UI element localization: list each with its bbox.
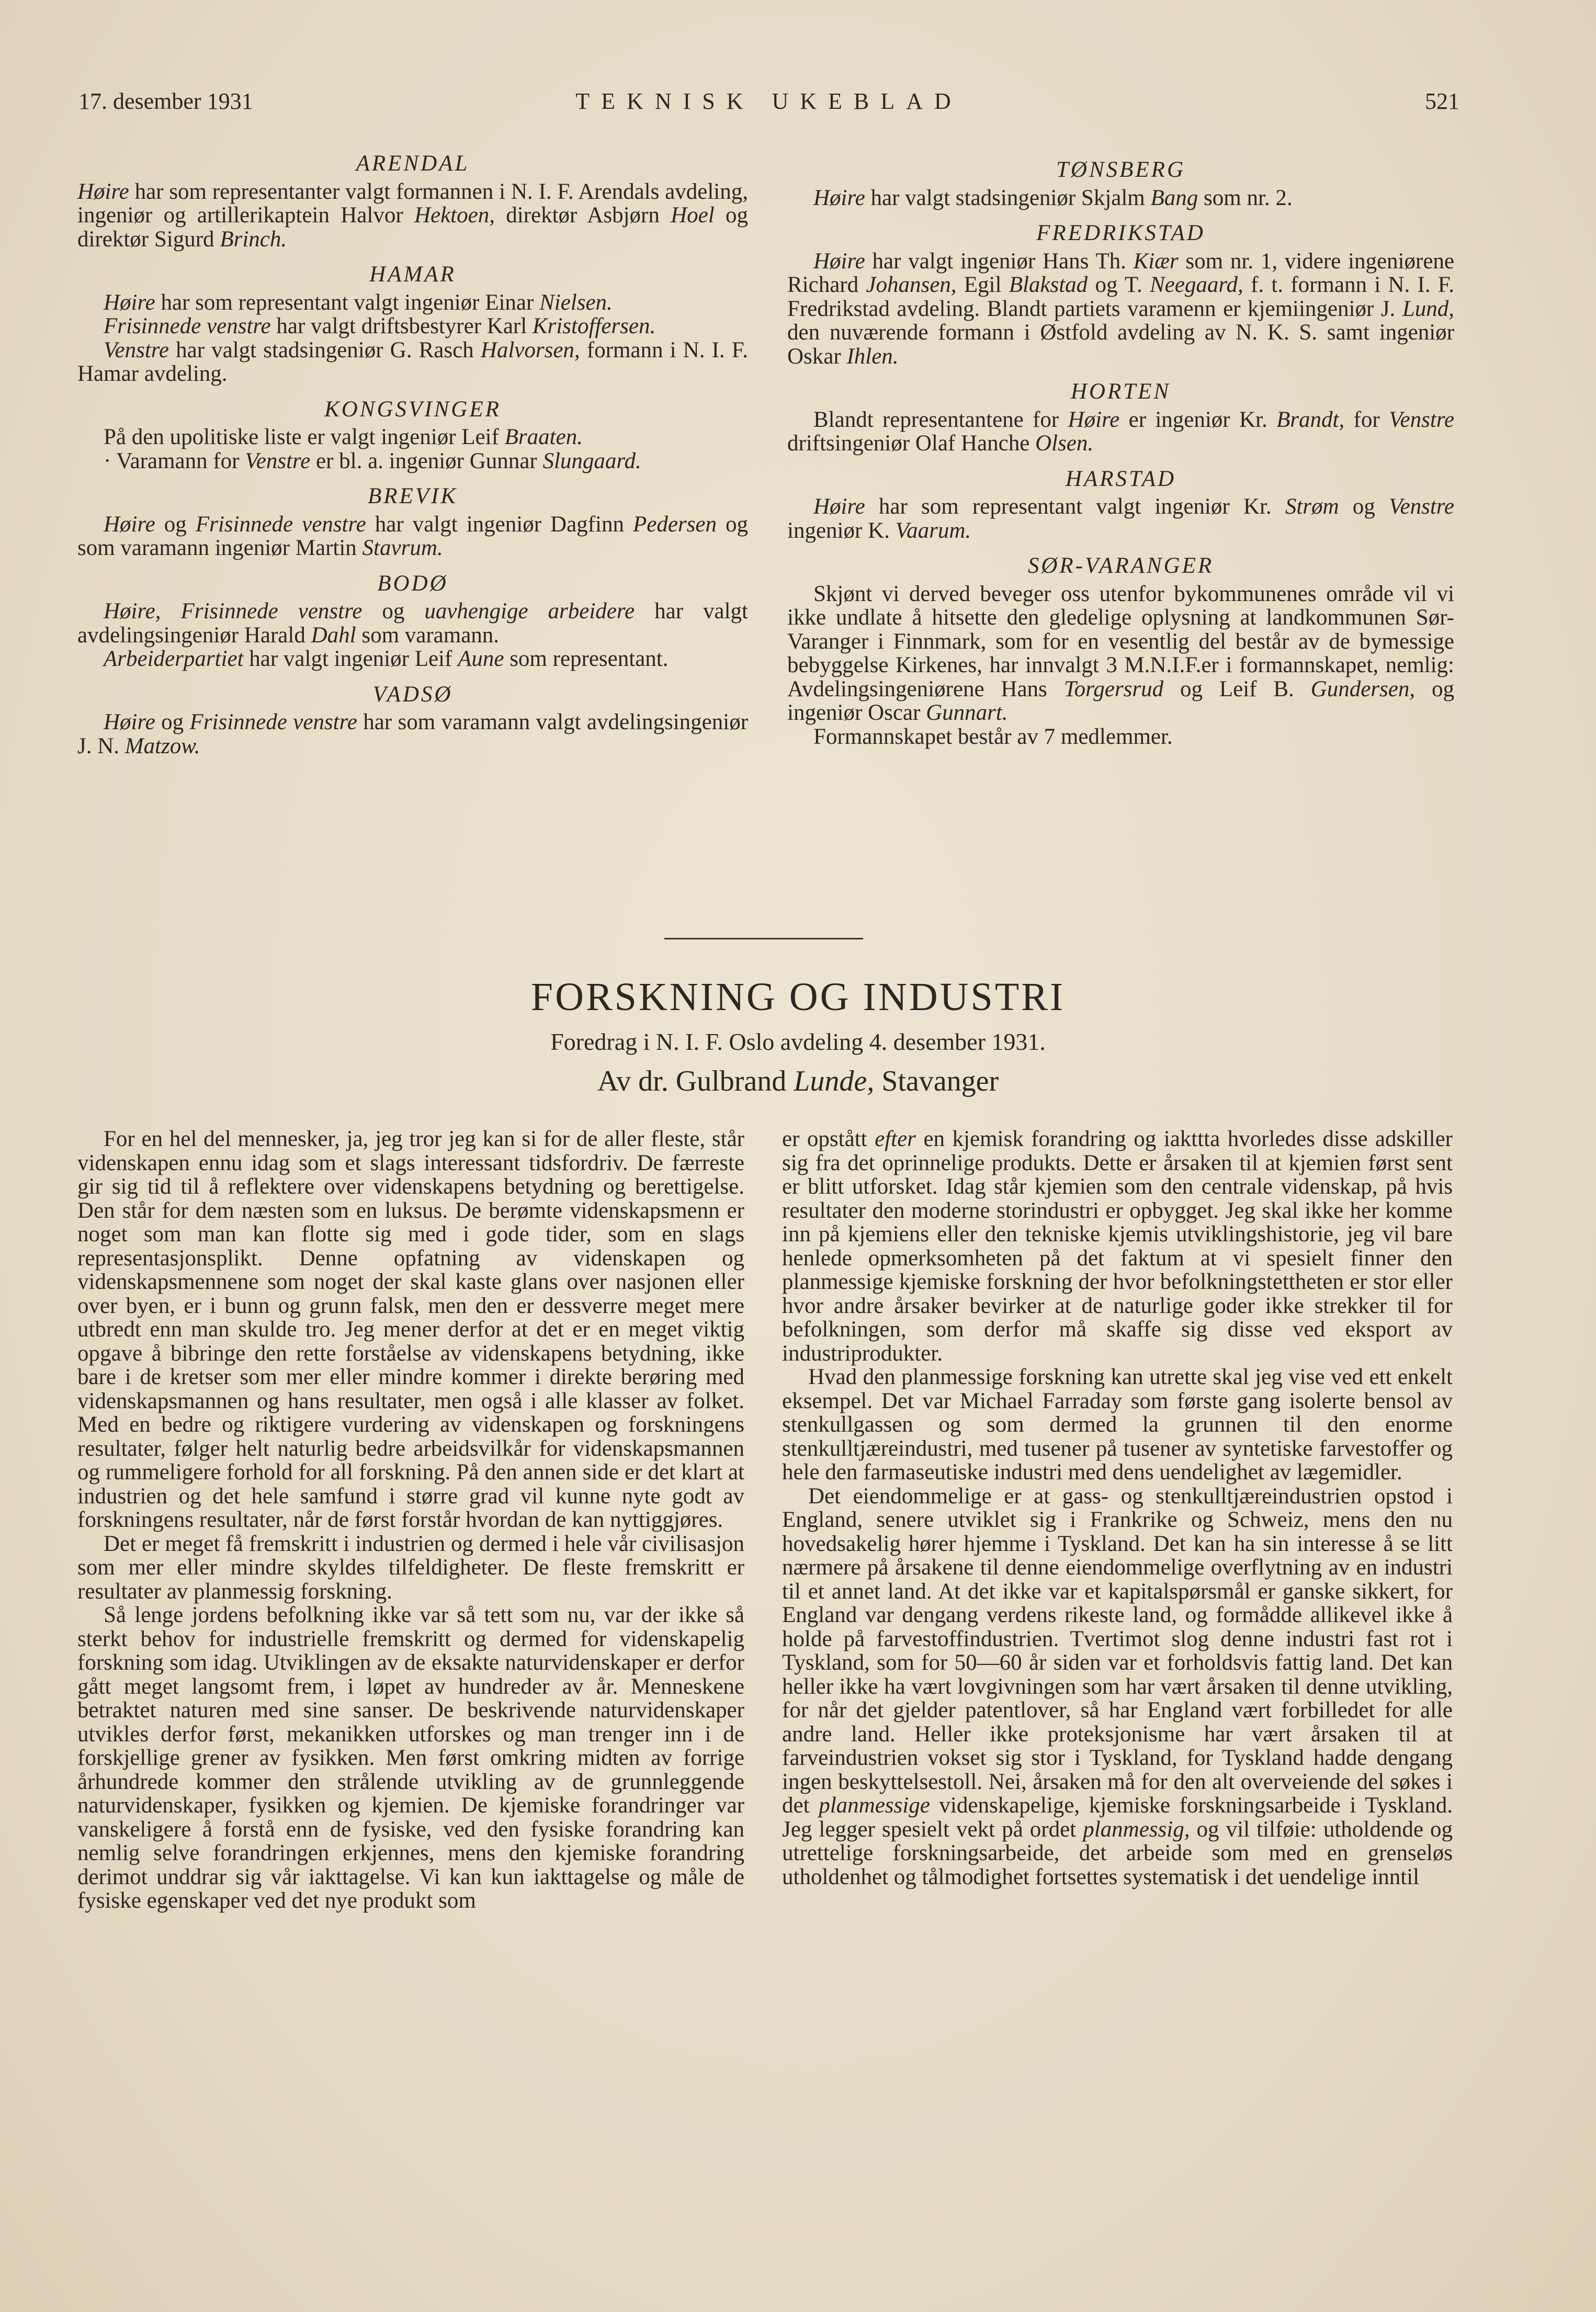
emphasized-text: Frisinnede venstre [104, 314, 271, 338]
text-run: en kjemisk forandring og iakttta hvorledes disse adskiller sig fra det oprinnelige produkts. Dette er årsaken til at kjemien først sent er blitt utforsket. Idag står kjemien som den centrale videnskap, på hvis resultater den moderne storindustri er opbygget. Jeg skal ikke her komme inn på kjemiens eller den tekniske kjemis utviklingshistorie, jeg vil bare henlede opmerksomheten på det faktum at vi spesielt finner den planmessige kjemiske forskning der hvor befolkningstettheten er stor eller hvor andre årsaker bevirker at de naturlige goder ikke strekker til for befolkningen, som derfor må skaffe sig disse ved eksport av industriprodukter. [782, 1127, 1453, 1366]
paragraph [782, 1484, 1453, 1889]
emphasized-text: Høire [104, 290, 155, 315]
header-date: 17. desember 1931 [78, 88, 253, 114]
text-run: som nr. 2. [1198, 185, 1293, 210]
page-number: 521 [1425, 88, 1459, 114]
paragraph [787, 725, 1454, 749]
text-run: har valgt avdelingsingeniør Harald [77, 599, 748, 648]
text-run: På den upolitiske liste er valgt ingeniør Leif [104, 425, 505, 449]
emphasized-text: planmessige [819, 1793, 930, 1818]
emphasized-text: Brinch. [220, 226, 287, 252]
section-heading-horten: HORTEN [1070, 379, 1171, 404]
article-subtitle: Foredrag i N. I. F. Oslo avdeling 4. desember 1931. [550, 1028, 1046, 1055]
emphasized-text: Aune [458, 647, 504, 671]
text-run: og [155, 710, 190, 734]
emphasized-text: Arbeiderpartiet [104, 647, 244, 671]
emphasized-text: Stavrum. [362, 536, 443, 560]
section-heading-kongsvinger: KONGSVINGER [324, 396, 501, 422]
emphasized-text: Høire [813, 248, 865, 274]
emphasized-text: Frisinnede venstre [195, 512, 366, 537]
text-run: ingeniør K. [787, 518, 896, 543]
text-run: og Leif B. [1163, 676, 1311, 701]
text-run: har som representant valgt ingeniør Kr. [865, 494, 1285, 519]
text-run: f. t. formann i N. I. F. Fredrikstad avdeling. Blandt partiets varamenn er kjemiingeniør J. [787, 273, 1454, 321]
text-run: Det eiendommelige er at gass- og stenkulltjæreindustrien opstod i England, senere utviklet sig i Frankrike og Schweiz, mens den nu hovedsakelig hører hjemme i Tyskland. Det kan ha sin interesse å se litt nærmere på årsakene til denne eiendommelige overflytning av en industri til et annet land. At det ikke var et kapitalspørsmål er ganske sikkert, for England var dengang verdens rikeste land, og formådde allikevel ikke å holde på farvestoffindustrien. Tvertimot slog denne industri fast rot i Tyskland, som for 50—60 år siden var et forholdsvis fattig land. Det kan heller ikke ha vært lovgivningen som har vært årsaken til denne utvikling, for når det gjelder patentlover, så har England vært forbilledet for alle andre land. Heller ikke proteksjonisme har vært årsaken til at farveindustrien vokset sig stor i Tyskland, for Tyskland hadde dengang ingen beskyttelsestoll. Nei, årsaken må for den alt overveiende del søkes i det [782, 1483, 1453, 1818]
emphasized-text: Johansen, [866, 273, 957, 297]
text-run: og ingeniør Oscar [787, 676, 1455, 725]
section-heading-brevik: BREVIK [367, 484, 458, 508]
paragraph [77, 1603, 744, 1913]
paragraph [787, 186, 1454, 210]
paragraph [787, 582, 1454, 725]
text-run: Formannskapet består av 7 medlemmer. [813, 724, 1173, 749]
text-run: og [362, 599, 425, 624]
emphasized-text: Høire [104, 512, 155, 537]
emphasized-text: efter [875, 1127, 916, 1151]
text-run: som varamann. [356, 622, 500, 648]
text-run: som nr. 1, videre ingeniørene Richard [787, 248, 1454, 297]
emphasized-text: Braaten. [504, 425, 583, 449]
byline-prefix: Av dr. Gulbrand [597, 1065, 794, 1097]
emphasized-text: Venstre [245, 448, 311, 473]
text-run: den nuværende formann i Østfold avdeling av N. K. S. samt ingeniør Oskar [787, 320, 1454, 369]
emphasized-text: Slungaard. [542, 448, 641, 473]
emphasized-text: Høire, Frisinnede venstre [104, 599, 363, 624]
emphasized-text: Olsen. [1035, 431, 1094, 456]
byline-suffix: Stavanger [874, 1065, 999, 1097]
paragraph [787, 250, 1454, 369]
section-divider [664, 938, 863, 939]
emphasized-text: Kiær [1133, 248, 1179, 274]
emphasized-text: Høire [813, 185, 865, 210]
text-run: For en hel del mennesker, ja, jeg tror jeg kan si for de aller fleste, står videnskapen ennu idag som et slags interessant tidsfordriv. De færreste gir sig tid til å reflektere over videnskapens betydning og berettigelse. Den står for dem næsten som en luksus. De berømte videnskapsmenn er noget som man kan flotte sig med i gode tider, som en slags representasjonsplikt. Denne opfatning av videnskapen og videnskapsmennene som noget der skal kaste glans over nasjonen eller over byen, er i bunn og grunn falsk, men den er dessverre meget mere utbredt enn man skulde tro. Jeg mener derfor at det er en meget viktig opgave å bibringe den rette forståelse av videnskapens betydning, ikke bare i de kretser som mer eller mindre kommer i direkte berøring med videnskapsmannen og hans resultater, men også i alle klasser av folket. Med en bedre og riktigere vurdering av videnskapen og forskningens resultater, følger helt naturlig bedre arbeidsvilkår for videnskapsmannen og rummeligere forhold for all forskning. På den annen side er det klart at industrien og det hele samfund i større grad vil kunne nyte godt av forskningens resultater, når de først forstår hvordan de kan nyttiggjøres. [77, 1127, 744, 1532]
text-run: har valgt ingeniør Hans Th. [865, 248, 1134, 274]
article-column-left [77, 1127, 744, 1913]
section-heading-arendal: ARENDAL [356, 151, 470, 176]
text-run: har som representant valgt ingeniør Einar [155, 290, 540, 315]
emphasized-text: Høire [77, 179, 129, 204]
emphasized-text: Brandt, [1276, 407, 1345, 432]
text-run: videnskapelige, kjemiske forskningsarbeide i Tyskland. Jeg legger spesielt vekt på ordet [782, 1793, 1453, 1842]
emphasized-text: uavhengige arbeidere [424, 599, 635, 624]
emphasized-text: Torgersrud [1063, 676, 1164, 701]
section-heading-tonsberg: TØNSBERG [1056, 157, 1185, 182]
paragraph [77, 1532, 744, 1604]
article-column-right [782, 1127, 1453, 1889]
section-heading-harstad: HARSTAD [1065, 466, 1176, 491]
emphasized-text: Bang [1150, 185, 1198, 210]
text-run: og [1339, 494, 1389, 519]
paragraph [77, 710, 748, 758]
emphasized-text: Venstre [1389, 494, 1454, 519]
text-run: Skjønt vi derved beveger oss utenfor bykommunenes område vil vi ikke undlate å hitsette den gledelige oplysning at landkommunen Sør-Varanger i Finnmark, som for en vesentlig del består av de bymessige bebyggelse Kirkenes, har innvalgt 3 M.N.I.F.er i formannskapet, nemlig: Avdelingsingeniørene Hans [787, 581, 1454, 701]
text-run: og direktør Sigurd [77, 203, 749, 252]
paragraph [77, 1127, 744, 1532]
text-run: er opstått [782, 1127, 875, 1151]
emphasized-text: Gundersen, [1310, 676, 1416, 701]
text-run: er bl. a. ingeniør Gunnar [310, 448, 543, 473]
section-heading-bodo: BODØ [377, 571, 448, 596]
paragraph [782, 1365, 1453, 1484]
text-run: har valgt stadsingeniør Skjalm [865, 185, 1151, 210]
text-run: og vil tilføie: utholdende og utrettelige forskningsarbeide, det arbeide som med en grenseløs utholdenhet og tålmodighet fortsettes systematisk i det uendelige inntil [782, 1817, 1453, 1889]
page-header [78, 88, 1459, 124]
text-run: formann i N. I. F. Hamar avdeling. [77, 337, 748, 386]
emphasized-text: Hoel [671, 203, 715, 228]
emphasized-text: Vaarum. [895, 518, 971, 543]
section-heading-sor-varanger: SØR-VARANGER [1027, 553, 1214, 578]
paragraph [77, 513, 748, 560]
text-run: for [1344, 407, 1389, 432]
text-run: som representant. [504, 647, 669, 671]
text-run: direktør Asbjørn [494, 203, 671, 228]
text-run: har som representanter valgt formannen i N. I. F. Arendals avdeling, ingeniør og artillerikaptein Halvor [77, 179, 748, 228]
text-run: Hvad den planmessige forskning kan utrette skal jeg vise ved ett enkelt eksempel. Det var Michael Farraday som første gang isolerte bensol av stenkullgassen og som dermed la grunnen til den enorme stenkulltjæreindustri, med tusener på tusener av syntetiske farvestoffer og hele den farmaseutiske industri med dens uendelighet av lægemidler. [782, 1365, 1453, 1484]
paragraph [77, 449, 748, 473]
emphasized-text: Matzow. [124, 733, 200, 758]
text-run: og [155, 512, 196, 537]
emphasized-text: Blakstad [1009, 273, 1088, 297]
text-run: har valgt stadsingeniør G. Rasch [169, 337, 481, 362]
paragraph [77, 291, 748, 315]
emphasized-text: Kristoffersen. [532, 314, 656, 338]
paragraph [77, 180, 748, 252]
emphasized-text: Strøm [1285, 494, 1339, 519]
emphasized-text: Nielsen. [539, 290, 613, 315]
emphasized-text: Gunnart. [926, 700, 1008, 725]
paragraph [77, 338, 748, 386]
article-title: FORSKNING OG INDUSTRI [530, 975, 1066, 1019]
text-run: er ingeniør Kr. [1119, 407, 1277, 432]
text-run: og T. [1088, 273, 1150, 297]
paragraph [782, 1127, 1453, 1365]
text-run: Det er meget få fremskritt i industrien og dermed i hele vår civilisasjon som mer eller mindre skyldes tilfeldigheter. De fleste fremskritt er resultater av planmessig forskning. [77, 1531, 744, 1604]
text-run: har valgt ingeniør Dagfinn [366, 512, 633, 537]
emphasized-text: Frisinnede venstre [189, 710, 357, 734]
journal-title: TEKNISK UKEBLAD [575, 88, 963, 114]
paragraph [787, 408, 1454, 456]
emphasized-text: Hektoen, [414, 203, 495, 228]
text-run: · Varamann for [104, 448, 245, 473]
emphasized-text: Høire [104, 710, 155, 734]
paragraph [77, 425, 748, 449]
election-column-left [77, 152, 748, 758]
section-heading-fredrikstad: FREDRIKSTAD [1036, 221, 1205, 245]
text-run: har valgt ingeniør Leif [243, 647, 458, 671]
paragraph [77, 599, 748, 647]
byline-author-name: Lunde, [794, 1065, 875, 1097]
emphasized-text: Høire [813, 494, 865, 519]
emphasized-text: Neegaard, [1150, 273, 1243, 297]
paragraph [787, 495, 1454, 542]
text-run: har som varamann valgt avdelingsingeniør J. N. [77, 710, 749, 758]
text-run: Blandt representantene for [813, 407, 1068, 432]
section-heading-vadso: VADSØ [372, 682, 453, 707]
emphasized-text: planmessig, [1083, 1817, 1190, 1842]
section-heading-hamar: HAMAR [369, 262, 456, 287]
emphasized-text: Lund, [1402, 296, 1454, 321]
text-run: har valgt driftsbestyrer Karl [270, 314, 533, 338]
emphasized-text: Pedersen [633, 512, 717, 537]
emphasized-text: Halvorsen, [480, 337, 580, 362]
text-run: Så lenge jordens befolkning ikke var så tett som nu, var der ikke så sterkt behov for industrielle fremskritt og dermed for videnskapelig forskning som idag. Utviklingen av de eksakte naturvidenskaper er derfor gått meget langsomt frem, i løpet av hundreder av år. Menneskene betraktet naturen med sine sanser. De beskrivende naturvidenskaper utvikles derfor først, mekanikken utforskes og man trenger inn i de forskjellige grener av fysikken. Men først omkring midten av forrige århundrede kommer den strålende utvikling av de grunnleggende naturvidenskaper, fysikken og kjemien. De kjemiske forandringer var vanskeligere å forstå enn de fysiske, ved den fysiske forandring kan nemlig selve forandringen erkjennes, mens den kjemiske forandring derimot unddrar sig vår iakttagelse. Vi kan kun iakttagelse og måle de fysiske egenskaper ved det nye produkt som [77, 1603, 744, 1913]
text-run: og som varamann ingeniør Martin [77, 512, 749, 560]
emphasized-text: Venstre [104, 337, 169, 362]
paragraph [77, 647, 748, 671]
emphasized-text: Ihlen. [846, 344, 899, 369]
emphasized-text: Høire [1068, 407, 1120, 432]
paragraph [77, 314, 748, 338]
text-run: Egil [956, 273, 1009, 297]
election-column-right [787, 158, 1454, 749]
emphasized-text: Venstre [1389, 407, 1455, 432]
text-run: driftsingeniør Olaf Hanche [787, 431, 1036, 456]
article-byline [0, 1064, 1596, 1098]
emphasized-text: Dahl [311, 622, 356, 648]
